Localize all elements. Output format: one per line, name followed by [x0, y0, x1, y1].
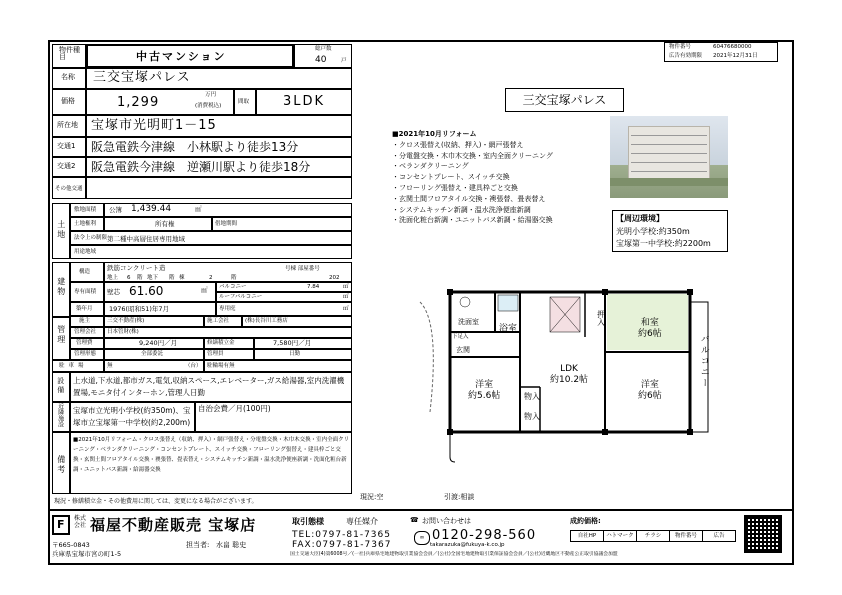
exclusive-value: 61.60	[129, 284, 164, 298]
parking-label-cell	[52, 360, 104, 372]
tel: TEL:0797-81-7365	[292, 530, 391, 540]
access2-value: 阪急電鉄今津線 逆瀬川駅より徒歩18分	[91, 160, 311, 174]
roof-unit: ㎡	[343, 294, 349, 300]
access2-cell	[86, 157, 352, 177]
town-fee-cell	[195, 402, 352, 432]
building-section-cell	[52, 262, 70, 318]
style-label: 管理員	[207, 351, 224, 357]
room-oshiire: 押入	[596, 310, 606, 326]
address-value: 宝塚市光明町1－15	[91, 118, 217, 133]
environment-label-cell	[52, 402, 70, 432]
style-label-cell	[204, 349, 254, 360]
address-cell	[86, 115, 352, 137]
roof-label: ルーフバルコニー	[219, 294, 263, 300]
name-cell	[86, 68, 352, 89]
company-name: 福屋不動産販売 宝塚店	[90, 516, 257, 534]
company-value: 日本管財(株)	[107, 329, 139, 335]
company-label: 管理会社	[74, 329, 97, 335]
company-address: 兵庫県宝塚市宮の町1-5	[52, 550, 122, 558]
parking-cell	[104, 360, 204, 372]
repair-value: 7,580円／月	[273, 339, 312, 347]
built-label-cell	[70, 302, 104, 316]
room-storage-2: 物入	[524, 412, 540, 421]
type-value: 中古マンション	[136, 50, 227, 63]
access2-label-cell	[52, 157, 86, 177]
seiyaku-label: 成約価格:	[570, 517, 601, 525]
management-section-cell	[52, 316, 70, 360]
land-section-cell	[52, 203, 70, 259]
fee-value: 9,240円／月	[139, 339, 178, 347]
address-label-cell	[52, 115, 86, 137]
mgmt-company-cell	[104, 327, 352, 338]
located-floor-unit: 階	[231, 275, 237, 281]
structure-label: 構造	[79, 269, 91, 275]
other-access-label-cell	[52, 177, 86, 199]
located-floor-value: 2	[209, 275, 213, 281]
reform-item: ・システムキッチン新調・温水洗浄便座新調	[392, 205, 531, 214]
land-area-cell	[104, 203, 352, 217]
environment-text: 宝塚市立光明小学校(約350m)、宝塚市立宝塚第一中学校(約2,200m)	[73, 406, 191, 427]
access1-cell	[86, 137, 352, 157]
surroundings-box	[612, 210, 728, 252]
fax: FAX:0797-81-7367	[292, 540, 392, 550]
property-name: 三交宝塚パレス	[93, 70, 191, 85]
above-unit: 階	[137, 275, 143, 281]
land-rights-value: 所有権	[155, 220, 175, 228]
form-label: 管理形態	[74, 351, 97, 357]
other-access-cell	[86, 177, 352, 199]
type-label-cell	[52, 44, 86, 68]
price-unit: 万円	[205, 92, 217, 98]
units-label: 総戸数	[315, 46, 332, 52]
town-fee-text: 自治会費／月(100円)	[198, 404, 271, 413]
reform-item: ・コンセントプレート、スイッチ交換	[392, 173, 510, 182]
room-washitsu: 和室 約6帖	[638, 318, 662, 339]
qr-code-icon[interactable]	[744, 515, 782, 553]
fee-label: 管理費	[76, 340, 93, 346]
free-dial-icon: ∞	[414, 531, 430, 545]
below-label: 地下	[147, 275, 159, 281]
garden-unit: ㎡	[343, 306, 349, 312]
price-label-cell	[52, 89, 86, 115]
roof-cell	[216, 292, 352, 302]
room-balcony: バルコニー	[698, 334, 709, 389]
units-unit: 戸	[341, 58, 347, 64]
seiyaku-table	[570, 530, 736, 542]
reform-item: ・ベランダクリーニング	[392, 162, 469, 171]
parking-count: （台）	[185, 363, 202, 369]
bukken-no: 60476680000	[713, 44, 752, 50]
units-value: 40	[315, 55, 327, 65]
restriction-label: 法令上の制限	[74, 235, 108, 241]
room-shoebox: 下足入	[452, 334, 469, 340]
balcony-cell	[216, 282, 352, 292]
exclusive-cell	[104, 282, 216, 302]
use-value: 第二種中高層住居専用地域	[107, 235, 185, 243]
land-rights-label: 土地権利	[74, 221, 97, 227]
address-label: 所在地	[57, 121, 78, 129]
reform-heading: ■2021年10月リフォーム	[392, 130, 477, 138]
facilities-label: 設備	[56, 377, 65, 395]
layout-label: 間取	[238, 99, 250, 105]
name-label-cell	[52, 68, 86, 89]
form-label-cell	[70, 349, 104, 360]
lease-cell	[212, 217, 352, 231]
remarks-text: ■2021年10月リフォーム・クロス張替え（収納、押入）・網戸張替え・分電盤交換・木巾木交換・室内全面クリーニング・ベランダクリーニング・コンセントプレート、スイッチ交換・フローリング張替え・建具枠ごと交換・玄関土間フロアタイル交換・襖張替、畳表替え・システムキッチン新調・温水洗浄便座新調・洗面化粧台新調・ユニットバス新調・給湯器交換	[73, 437, 350, 473]
layout-label-cell	[234, 89, 256, 115]
balcony-value: 7.84	[307, 284, 320, 290]
land-rights-label-cell	[70, 217, 104, 231]
inquiry-text: お問い合わせは	[422, 517, 471, 525]
disclaimer: 現況・修繕積立金・その他費用に関しては、変更になる場合がございます。	[54, 498, 258, 505]
bike-label: 駐輪場有無	[207, 363, 235, 369]
exclusive-label-cell	[70, 282, 104, 302]
company-postal: 〒665-0843	[52, 541, 90, 549]
built-cell	[104, 302, 216, 316]
price-value: 1,299	[117, 95, 160, 110]
building-section-label: 建物	[56, 277, 66, 297]
room-bath: 浴室	[499, 324, 518, 334]
email: takarazuka@fukuya-k.co.jp	[430, 542, 505, 548]
land-rights-cell	[104, 217, 212, 231]
room-no-label: 号棟 部屋番号	[285, 266, 320, 272]
access1-label: 交通1	[57, 142, 76, 150]
fee-label-cell	[70, 338, 104, 349]
balcony-label: バルコニー	[219, 284, 247, 290]
bukken-info-box	[664, 42, 778, 62]
exclusive-label: 専有面積	[74, 289, 97, 295]
builder-label-cell	[204, 316, 242, 327]
status: 現況:空	[360, 493, 384, 501]
seiyaku-cell: チラシ	[637, 531, 670, 541]
facilities-label-cell	[52, 372, 70, 402]
above-value: 6	[127, 275, 131, 281]
surroundings-item: 宝塚第一中学校:約2200m	[616, 239, 711, 248]
facilities-text: 上水道,下水道,都市ガス,電気,収納スペース,エレベーター,ガス給湯器,室内洗濯機置場,モニタ付インターホン,管理人日勤	[73, 376, 345, 397]
delivery: 引渡:相談	[444, 493, 475, 501]
form-cell	[104, 349, 204, 360]
built-label: 築年月	[76, 306, 93, 312]
room-washroom: 洗面室	[458, 318, 479, 326]
company-label-cell	[70, 327, 104, 338]
structure-label-cell	[70, 262, 104, 282]
garden-label: 専用庭	[219, 306, 236, 312]
phone-icon: ☎	[410, 516, 419, 524]
seiyaku-cell: 自社HP	[571, 531, 604, 541]
form-value: 全部委託	[141, 351, 164, 357]
bike-cell	[204, 360, 352, 372]
land-section-label: 土地	[56, 220, 66, 240]
land-area-prefix: 公簿	[109, 206, 122, 214]
access2-label: 交通2	[57, 162, 76, 170]
room-storage-1: 物入	[524, 392, 540, 401]
land-area-value: 1,439.44	[131, 204, 172, 214]
seiyaku-cell: ハトマーク	[604, 531, 637, 541]
remarks-label-cell	[52, 432, 70, 494]
name-label: 名称	[61, 73, 75, 81]
footer-divider	[48, 509, 794, 511]
repair-label: 修繕積立金	[207, 340, 235, 346]
person-label: 担当者:	[186, 541, 210, 549]
room-youshitsu-2: 洋室 約6帖	[638, 380, 662, 401]
environment-cell	[70, 402, 195, 432]
environment-label: 近隣施設	[56, 403, 64, 427]
title-box: 三交宝塚パレス	[505, 88, 624, 112]
builder-value: (株)長谷川工務店	[245, 318, 288, 324]
parking-status: 無	[107, 363, 113, 369]
type-label: 物件種目	[59, 46, 80, 62]
built-value: 1976(昭和51)年7月	[109, 305, 170, 313]
room-youshitsu-1: 洋室 約5.6帖	[468, 380, 501, 401]
structure-value: 鉄筋コンクリート造	[107, 264, 166, 272]
free-dial: 0120-298-560	[432, 528, 537, 543]
owner-label-cell	[70, 316, 104, 327]
bukken-no-label: 物件番号	[669, 44, 692, 50]
owner-label: 施主	[79, 318, 91, 324]
garden-cell	[216, 302, 352, 316]
building-photo	[610, 116, 728, 198]
floor-plan	[410, 262, 730, 482]
below-unit: 階	[169, 275, 175, 281]
land-area-unit: ㎡	[195, 205, 202, 213]
exclusive-unit: ㎡	[201, 286, 208, 294]
structure-cell	[104, 262, 352, 282]
room-no-value: 202	[329, 275, 340, 281]
style-value: 日勤	[289, 351, 301, 357]
parking-label: 駐車場	[59, 363, 88, 369]
other-access-label: その他交通	[55, 186, 83, 192]
balcony-unit: ㎡	[343, 284, 349, 290]
ad-valid-label: 広告有効期限	[669, 53, 703, 59]
room-ldk: LDK 約10.2帖	[550, 364, 589, 385]
ridge-label: 棟	[179, 275, 185, 281]
access1-label-cell	[52, 137, 86, 157]
remarks-label: 備考	[56, 455, 66, 475]
use-label: 用途地域	[74, 249, 97, 255]
seiyaku-cell: 広告	[713, 533, 725, 539]
reform-item: ・クロス張替え(収納、押入)・網戸張替え	[392, 140, 524, 149]
type-value-cell	[86, 44, 294, 68]
deal-value: 専任媒介	[346, 517, 378, 526]
builder-cell	[242, 316, 352, 327]
building-image	[628, 126, 710, 183]
facilities-cell	[70, 372, 352, 402]
price-cell	[86, 89, 234, 115]
owner-value: 三交不動産(株)	[107, 318, 145, 324]
access1-value: 阪急電鉄今津線 小林駅より徒歩13分	[91, 140, 299, 154]
layout-value: 3LDK	[283, 94, 326, 109]
management-section-label: 管理	[56, 325, 66, 345]
lease-label: 借地期間	[215, 221, 238, 227]
price-note: (消費税込)	[195, 103, 222, 109]
seiyaku-cell: 物件番号	[670, 531, 703, 541]
person-name: 水畠 聡史	[216, 541, 247, 549]
price-label: 価格	[61, 97, 75, 105]
reform-list	[392, 129, 553, 226]
fee-cell	[104, 338, 204, 349]
license: 国土交通大臣(4)第6008号／(一社)兵庫県宅地建物取引業協会会員／(公社)全国宅地建物取引業保証協会会員／(公社)近畿地区不動産公正取引協議会加盟	[290, 552, 618, 557]
builder-label: 施工会社	[207, 318, 230, 324]
company-kabu: 株式会社	[74, 515, 87, 529]
owner-cell	[104, 316, 204, 327]
remarks-cell	[70, 432, 352, 494]
land-area-label: 敷地面積	[74, 207, 97, 213]
repair-cell	[254, 338, 352, 349]
repair-label-cell	[204, 338, 254, 349]
surroundings-item: 光明小学校:約350m	[616, 227, 690, 236]
reform-item: ・玄関土間フロアタイル交換・襖張替、畳表替え	[392, 194, 546, 203]
ad-valid: 2021年12月31日	[713, 53, 758, 59]
above-label: 地上	[107, 275, 119, 281]
surroundings-heading: 【周辺環境】	[616, 214, 664, 223]
exclusive-prefix: 壁芯	[107, 288, 120, 296]
company-logo: F	[52, 515, 70, 535]
style-cell	[254, 349, 352, 360]
reform-item: ・分電盤交換・木巾木交換・室内全面クリーニング	[392, 151, 553, 160]
room-entrance: 玄関	[456, 346, 470, 354]
land-area-label-cell	[70, 203, 104, 217]
deal-label: 取引態様	[292, 517, 324, 526]
reform-item: ・洗面化粧台新調・ユニットバス新調・給湯器交換	[392, 216, 553, 225]
units-cell	[294, 44, 352, 68]
layout-cell	[256, 89, 352, 115]
reform-item: ・フローリング張替え・建具枠ごと交換	[392, 183, 518, 192]
